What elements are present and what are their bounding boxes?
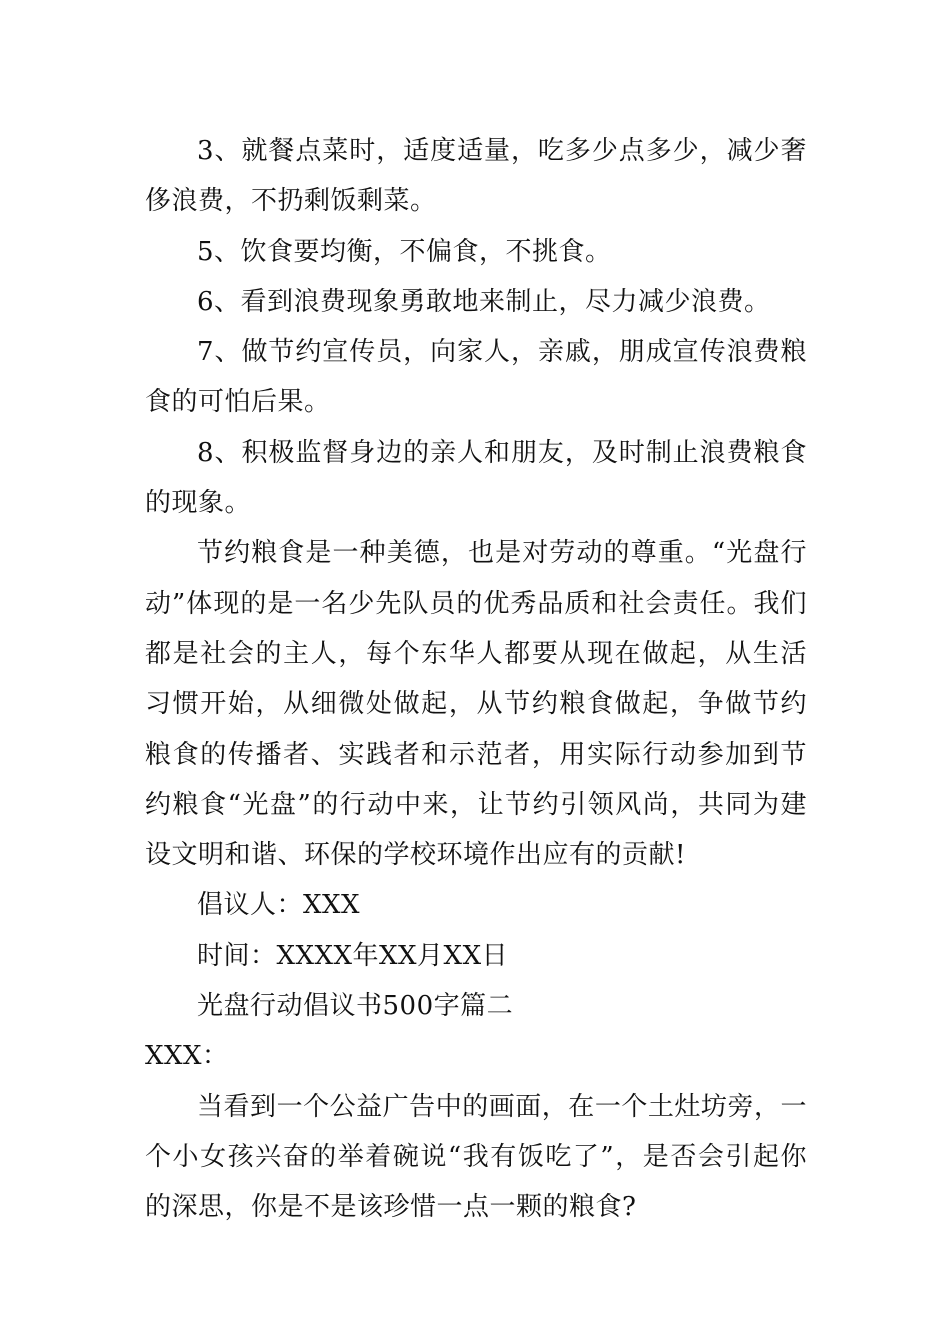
section-heading: 光盘行动倡议书500字篇二: [197, 991, 514, 1022]
list-item-3: 3、就餐点菜时，适度适量，吃多少点多少，减少奢侈浪费，不扔剩饭剩菜。: [145, 136, 807, 217]
document-body: [145, 126, 807, 1233]
salutation: XXX：: [145, 1041, 229, 1072]
date-line: 时间：XXXX年XX月XX日: [197, 940, 509, 971]
proposer-line: 倡议人：XXX: [197, 890, 361, 921]
list-item-5: 5、饮食要均衡，不偏食，不挑食。: [197, 236, 612, 267]
body-paragraph: 当看到一个公益广告中的画面，在一个土灶坊旁，一个小女孩兴奋的举着碗说“我有饭吃了”，是否会引起你的深思，你是不是该珍惜一点一颗的粮食?: [145, 1091, 807, 1223]
list-item-6: 6、看到浪费现象勇敢地来制止，尽力减少浪费。: [197, 286, 771, 317]
list-item-7: 7、做节约宣传员，向家人，亲戚，朋成宣传浪费粮食的可怕后果。: [145, 337, 807, 418]
closing-paragraph: 节约粮食是一种美德，也是对劳动的尊重。“光盘行动”体现的是一名少先队员的优秀品质和社会责任。我们都是社会的主人，每个东华人都要从现在做起，从生活习惯开始，从细微处做起，从节约粮食做起，争做节约粮食的传播者、实践者和示范者，用实际行动参加到节约粮食“光盘”的行动中来，让节约引领风尚，共同为建设文明和谐、环保的学校环境作出应有的贡献!: [145, 538, 807, 871]
list-item-8: 8、积极监督身边的亲人和朋友，及时制止浪费粮食的现象。: [145, 437, 807, 519]
